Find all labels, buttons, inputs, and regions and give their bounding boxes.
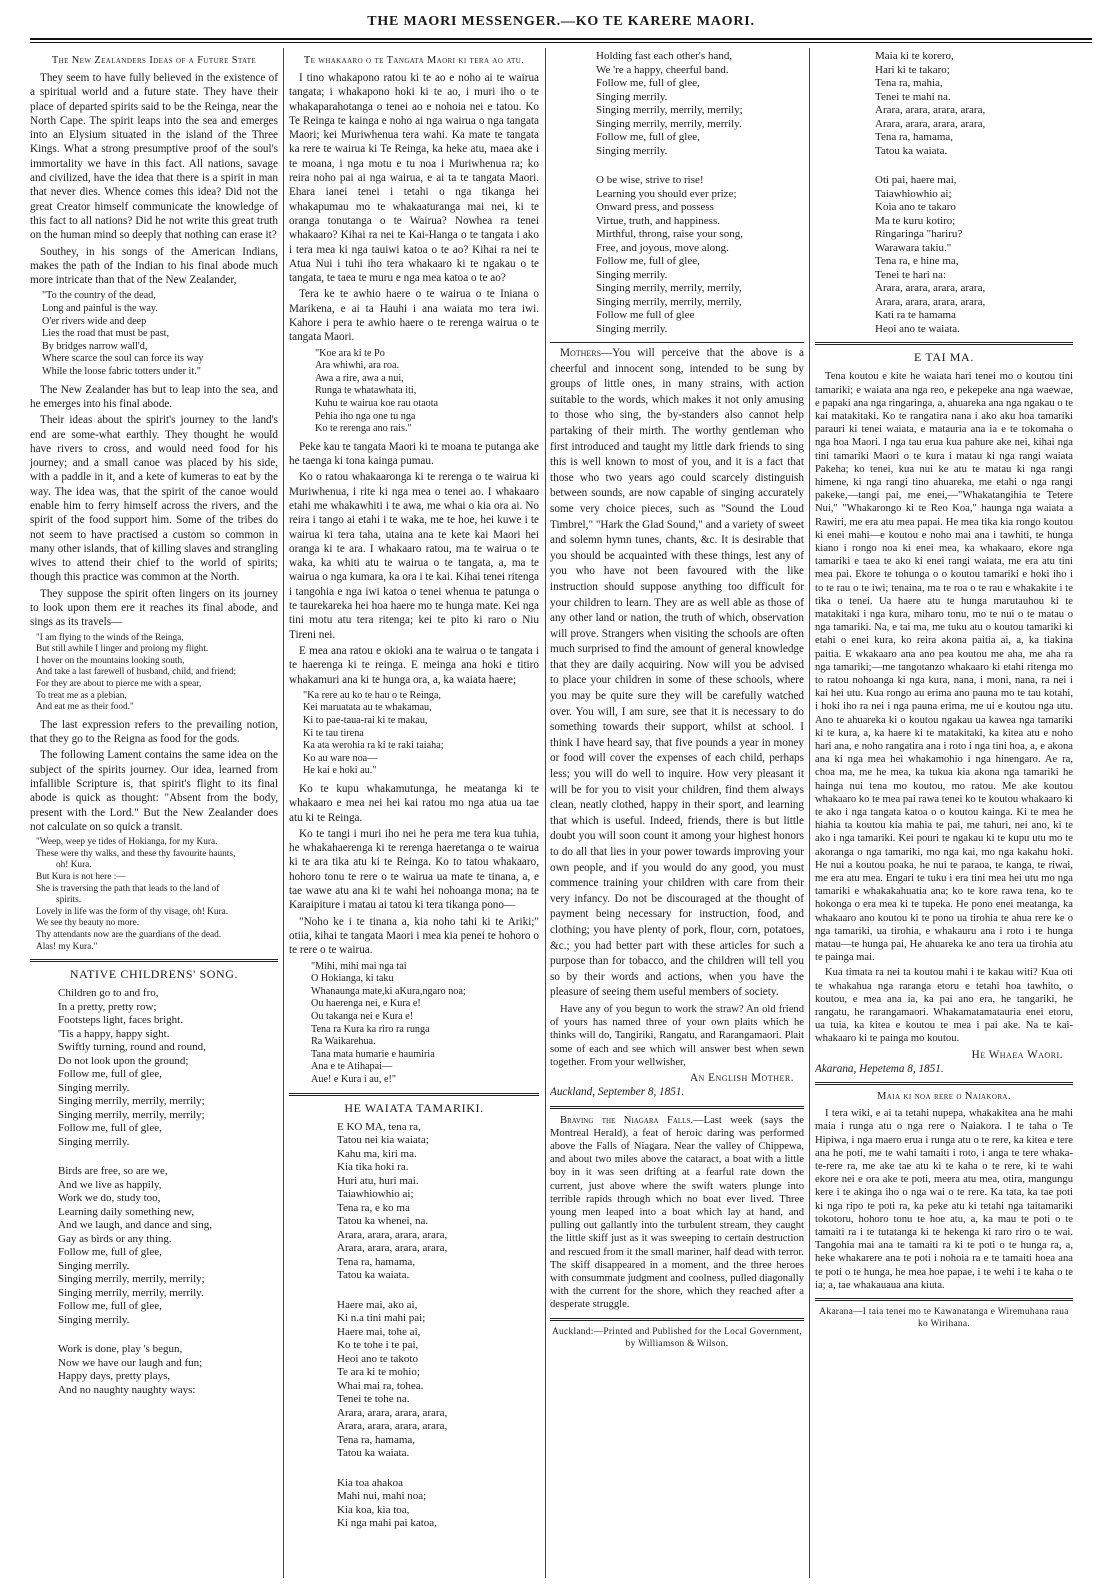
poem-line: "To the country of the dead,	[42, 290, 156, 302]
poem-line: For they are about to pierce me with a spear,	[36, 679, 202, 690]
song-line: Do not look upon the ground;	[58, 1054, 189, 1067]
poem-line: And take a last farewell of husband, child, and friend;	[36, 667, 237, 678]
poem-line: Ara whiwhi, ara roa.	[315, 360, 400, 372]
poem-line: By bridges narrow wall'd,	[42, 340, 148, 352]
song-line: Tenei te mahi na.	[875, 90, 951, 103]
poem-line: "Ka rere au ko te hau o te Reinga,	[303, 689, 441, 701]
section-rule	[815, 1298, 1073, 1302]
song-line: Kahu ma, kiri ma.	[337, 1147, 417, 1160]
song-line: Mirthful, throng, raise your song,	[596, 228, 743, 240]
song-line: Singing merrily, merrily, merrily,	[596, 282, 742, 294]
song-line: Hari ki te takaro;	[875, 63, 950, 76]
poem-line: O Hokianga, ki taku	[311, 973, 394, 985]
poem-line: "Mihi, mihi mai nga tai	[311, 960, 407, 972]
poem-line: Tena ra Kura ka riro ra runga	[311, 1023, 430, 1035]
song-line: Whai mai ra, tohea.	[337, 1379, 424, 1392]
song-line: O be wise, strive to rise!	[596, 174, 704, 186]
news-headline: Maia ki noa rere o Naiakora.	[877, 1091, 1011, 1103]
poem-quote	[303, 690, 539, 778]
song-line: Tatou ka whenei, na.	[337, 1215, 429, 1228]
song-stanza	[58, 1343, 278, 1397]
song-line: Holding fast each other's hand,	[596, 50, 733, 62]
song-line: Footsteps light, faces bright.	[58, 1014, 183, 1027]
song-line: Ringaringa "hariru?	[875, 228, 963, 240]
article-paragraph: Tena koutou e kite he waiata hari tenei mo o koutou tini tamariki; e waiata ana nga reo, e pekepeke ana nga waewae, e papaki ana nga ringaringa, a, ahuareka ana nga ngakau o te kai matakitaki. Ko te rangatira nana i ako aku hoa tamariki parauri ki tenei waiata, e matauria ana ia e te tokomaha o nga hoa Maori. I nga tau erua kua pahure ake nei, kihai nga tini tamariki Maori o te kura i matau ki nga rangi waiata Pakeha; ko tenei, kua nui ke atu te matau ki nga rangi himene, ki nga rangi tino ahuareka, me etahi o nga rangi pakeke,—tangi pai, me enei,—"Whakatangihia te Tetere Nui," "Whakarongo ki te Reo Koa," haunga nga waiata a Rawiri, me era atu mea papai. He mea tika kia rongo koutou ki enei mahi—e koutou e noho mai ana i tawhiti, te hunga kiano i rongo noa ki enei mea, ka whakaaro, ekore nga tamariki e taea te ako ki enei rangi waiata, me era atu tini mea pai. Ekore te tohunga o o koutou tamariki e hoki iho i to te rau o te iwi; tenaina, ma te roa o te rau e whakakite i te tika o tenei. Ua haere atu te hunga marutauhou ki te matakitaki i nga kura, miharo tonu, mo te nui o te matau o nga tamariki. Na, e tai ma, me tuku atu o koutou tamariki ki etahi o enei kura, ko reira akona paitia ai, a, ka tiakina paitia. E wkakaaro ana ano pea koutou me aha, me aha ra nga tamariki;—me tangotanzo whakaaro ki etahi ritenga mo to ratou nohoanga ki nga kura, nana, i moni, nana, ra nei i kai hei utu. Kua rongo au erima ano pauna mo te tau kotahi, i hoki iho ra nei i nga pauna erima, me ui e koutou nga utu. Ano te ahuareka ki o koutou ngakau ua kawea nga tamariki ki te kura, a, ka haere ki te matakitaki, ka kitea atu e noho hari ana, e noho rangatira ana i roto i nga tini hoa, a, e akona ana ki nga mea hei whakamohio i nga hinengaro. Ae ra, choa ma, me he mea, ka tukua kia akona nga tamariki he hainga nui tena mo koutou, mo ratou. Me ake koutou whakaaro ko te mea pai rawa tenei ko te koutou whakaaro ki te ako i nga tangata katoa o o koutou kainga. Ki te mea he hiahia ta koutou kia mahia te pai, me tahuri, nei ano, ki te ako i nga tamariki. Kei pouri te ngakau ki te kupu utu mo te akoranga o nga tamariki, mo nga kai, mo nga kakahu hoki. He nui a koutou poaka, he nui te paraoa, te kanga, te riwai, me era atu mea. Engari te tuku i era tini mea hei utu mo nga tamariki e whakakahuatia ana; ko te kore rawa tena, ko te hokonga o era mea ki te tupeka. He pono enei meatanga, ka whakaaro ano koutou ki te pono ua tirohia te ahua rere ke o nga tamariki, ua tirohia, e whakauru ana i roto i te hunga matau—te hunga pai, He ahuareka ke ano tera ua tirohia atu te painga mai.	[815, 371, 1073, 964]
column-4	[815, 50, 1073, 1580]
poem-line: "Weep, weep ye tides of Hokianga, for my Kura.	[36, 837, 218, 848]
song-line: Singing merrily, merrily, merrily.	[58, 1286, 204, 1299]
poem-line: Ou haerenga nei, e Kura e!	[311, 998, 421, 1010]
song-line: Ki nga mahi pai katoa,	[337, 1517, 437, 1530]
poem-line: Thy attendants now are the guardians of the dead.	[36, 929, 222, 940]
song-line: Follow me full of glee	[596, 309, 695, 321]
poem-line: I hover on the mountains looking south,	[36, 655, 185, 666]
article-paragraph: The New Zealander has but to leap into the sea, and he emerges into his final abode.	[30, 383, 278, 410]
song-line: Follow me, full of glee,	[58, 1300, 162, 1313]
song-line: Tatou ka waiata.	[337, 1447, 410, 1460]
song-line: Tatou nei kia waiata;	[337, 1134, 429, 1147]
song-line: Learning daily something new,	[58, 1205, 195, 1218]
song-line: Children go to and fro,	[58, 987, 159, 1000]
song-line: Virtue, truth, and happiness.	[596, 214, 720, 227]
song-line: Onward press, and possess	[596, 201, 714, 213]
song-line: Ko te tohe i te pai,	[337, 1339, 419, 1352]
article-headline: E TAI MA.	[914, 350, 974, 364]
stanza-gap	[550, 162, 804, 172]
article-paragraph: Ko te kupu whakamutunga, he meatanga ki te whakaaro e mea nei hei kai ratou mo nga atua ua tae atu ki te Reinga.	[289, 783, 539, 824]
poem-line: spirits.	[56, 895, 82, 906]
song-line: Follow me, full of glee,	[596, 131, 700, 143]
poem-line: Pehia iho nga one tu nga	[315, 410, 416, 422]
stanza-gap	[30, 1331, 278, 1341]
section-rule	[815, 1082, 1073, 1086]
article-headline: The New Zealanders Ideas of a Future State	[51, 55, 257, 66]
poem-line: Ou takanga nei e Kura e!	[311, 1010, 414, 1022]
poem-line: She is traversing the path that leads to the land of	[36, 883, 220, 894]
poem-line: He kai e hoki au."	[303, 765, 377, 777]
song-stanza	[337, 1299, 539, 1461]
poem-line: Ka ata werohia ra ki te raki taiaha;	[303, 740, 444, 752]
song-line: Tatou ka waiata.	[337, 1269, 410, 1282]
letter-lead: Mothers	[560, 347, 602, 359]
song-line: Singing merrily.	[596, 144, 668, 157]
song-stanza	[875, 174, 1073, 336]
article-paragraph: Kua timata ra nei ta koutou mahi i te kakau witi? Kua oti te whakahua nga raranga etoru e tetahi hoa tawhito, o koutou, e mea ana ia, ka pai ano era, he tangariki, he rangatu, he rarangamaori. Whakamatamatauria enei etoru, ua tuia, ka kitea e koutou te mea i pai ake. Na te kai-whakaaro ki te painga mo koutou.	[815, 967, 1073, 1045]
song-line: Birds are free, so are we,	[58, 1165, 168, 1178]
song-line: Follow me, full of glee,	[596, 77, 700, 89]
song-line: 'Tis a happy, happy sight.	[58, 1027, 170, 1040]
song-stanza	[337, 1121, 539, 1283]
column-divider	[545, 48, 546, 1578]
article-paragraph: Ko te tangi i muri iho nei he pera me tera kua tuhia, he whakahaerenga ki te rerenga haeretanga o te wairua ki te ara tika atu ki te Reinga. Ko to tatou whakaaro, hohoro tonu te rere o te wairua ua mate te tinana, a, e tae wawe atu ana ki te wahi hei nohoanga mona; na te Karaipiture i matau ai tatou ki tera tikanga pono—	[289, 827, 539, 912]
printer-imprint: Akarana—I taia tenei mo te Kawanatanga e Wiremuhana raua ko Wirihana.	[819, 1307, 1069, 1330]
song-line: Oti pai, haere mai,	[875, 174, 957, 186]
news-paragraph: I tera wiki, e ai ta tetahi nupepa, whakakitea ana he mahi maia i runga atu o nga rere o Naiakora. I te taha o Te Hipiwa, i nga maero erua i runga atu o te rere, ka kitea e tere ana he poti, me te wahi tamaiti i roto, i anga te tere whaka-te-rere ra, me ake tae atu ki te kaha o te rere, ki te wahi ekore nei e ora ake te poti, meera atu mea, otira, mangungu kere i te akinga iho o nga wai o te rere. Ka tata, ka tae poti ki nga ripo te poti ra, ka peke atu ki tetahi nga taitamariki tokotoru, hohoro tonu te hoe atu, a, ka mau te poti o te tamaiti ra i te tutatanga ki te hekenga ki raro riro o te wai. Tangohia mai ana te tamaiti ra ki te poti o te hunga ra, a, heke whakarere ana te poti i nohoia ra e te tamaiti hoea ana te poti o te hunga, he mea hoe papae, i te wehi i te kaha o te ia; a, tae whakauaua ana kiuta.	[815, 1108, 1073, 1291]
song-line: Singing merrily, merrily, merrily.	[596, 117, 742, 130]
poem-line: oh! Kura.	[56, 860, 92, 871]
song-line: Tena ra, e ko ma	[337, 1201, 410, 1214]
column-3	[550, 50, 804, 1580]
song-line: Maia ki te korero,	[875, 50, 954, 62]
printer-imprint: Auckland:—Printed and Published for the Local Government, by Williamson & Wilson.	[551, 1326, 803, 1349]
letter-paragraph	[550, 346, 804, 1001]
song-line: Haere mai, ako ai,	[337, 1298, 418, 1311]
song-line: Taiawhiowhio ai;	[337, 1188, 414, 1201]
song-line: Mahi nui, mahi noa;	[337, 1490, 427, 1503]
song-line: Follow me, full of glee,	[58, 1246, 162, 1259]
song-title: NATIVE CHILDRENS' SONG.	[69, 967, 239, 982]
song-line: Taiawhiowhio ai;	[875, 187, 952, 200]
column-divider	[283, 48, 284, 1578]
article-date: Akarana, Hepetema 8, 1851.	[815, 1062, 944, 1075]
song-line: Follow me, full of glee,	[58, 1068, 162, 1081]
song-line: E KO MA, tena ra,	[337, 1120, 421, 1133]
song-line: Gay as birds or any thing.	[58, 1232, 172, 1245]
poem-line: These were thy walks, and these thy favourite haunts,	[36, 848, 236, 859]
song-line: Tena ra, hamama,	[875, 131, 954, 143]
song-stanza	[58, 987, 278, 1149]
song-stanza	[58, 1165, 278, 1327]
poem-line: Ki to pae-taua-rai ki te makau,	[303, 715, 428, 727]
poem-line: Whanaunga mate,ki aKura,ngaro noa;	[311, 985, 466, 997]
poem-line: Lovely in life was the form of thy visage, oh! Kura.	[36, 906, 229, 917]
section-rule	[550, 1106, 804, 1110]
poem-line: Ki te tau tirena	[303, 727, 364, 739]
poem-line: Kuhu te wairua koe rau otaota	[315, 398, 439, 410]
poem-quote	[311, 961, 539, 1087]
poem-line: We see thy beauty no more.	[36, 918, 140, 929]
column-2	[289, 50, 539, 1580]
masthead-rule	[30, 38, 1092, 43]
poem-line: "Koe ara ki te Po	[315, 347, 385, 359]
song-line: Warawara takiu."	[875, 241, 952, 254]
poem-line: Awa a rire, awa a nui,	[315, 372, 404, 384]
poem-quote	[36, 633, 278, 714]
song-line: Heoi ano te waiata.	[875, 322, 960, 335]
song-line: Happy days, pretty plays,	[58, 1370, 171, 1383]
stanza-gap	[289, 1287, 539, 1297]
song-line: Arara, arara, arara, arara,	[337, 1420, 448, 1433]
poem-line: But still awhile I linger and prolong my flight.	[36, 644, 209, 655]
song-line: Tena ra, mahia,	[875, 77, 943, 89]
poem-line: Long and painful is the way.	[42, 303, 158, 315]
song-line: Tenei te hari na:	[875, 268, 947, 281]
poem-line: To treat me as a plebian,	[36, 690, 127, 701]
poem-quote	[42, 290, 278, 378]
song-line: Koia ano te takaro	[875, 201, 956, 213]
letter-body: —You will perceive that the above is a cheerful and innocent song, intended to be sung by groups of little ones, in many strains, with action suitable to the words, which makes it not only amusing to those who sing, the by-standers also cannot help partaking of their mirth. The worthy gentleman who first introduced and taught my little dark friends to sing this is well known to most of you, and it is a fact that those who two years ago could scarcely distinguish between sounds, are now capable of singing accurately some very choice pieces, such as "Sound the Loud Timbrel," "Hark the Glad Sound," and a variety of sweet and solemn hymn tunes, chants, &c. It is desirable that you should be acquainted with these things, lest any of you who have not been favoured with the like instruction should suppose anything too difficult for your children to learn. They are as well able as those of any other land or nation, the truth of which, observation will prove. Strangers when visiting the schools are often much surprised to find the amount of general knowledge that they are daily acquiring. Now will you be advised to place your children in some of these schools, where you may be quite sure they will be carefully watched over. You will, I am sure, see that it is necessary to do something towards their support, whilst at school. I think I have heard say, that five pounds a year in money or food will cover the expenses of each child, perhaps less; you will do well to inquire. How very pleasant it will be for you to visit your children, find them always clean, neatly clothed, happy in their sport, and learning that which is useful. Indeed, friends, there is but little doubt you will soon count it among your highest honors to do all that lies in your power towards improving your own people, and if you would do any good, you must commence training your children with care from their very infancy. Do not be discouraged at the thought of payment being necessary for instruction, food, and clothing; you have plenty of pork, flour, corn, potatoes, &c.; you had better part with these articles for such a purpose than for tobacco, and the children will tell you so by their words and actions, when you have the pleasure of seeing them useful members of society.	[550, 347, 804, 999]
poem-line: Tana mata humarie e haumiria	[311, 1048, 435, 1060]
stanza-gap	[289, 1465, 539, 1475]
song-line: Work we do, study too,	[58, 1192, 161, 1205]
song-line: Singing merrily, merrily, merrily;	[596, 104, 743, 116]
song-line: Arara, arara, arara, arara,	[875, 295, 986, 308]
poem-line: Lies the road that must be past,	[42, 328, 170, 340]
poem-line: Alas! my Kura."	[36, 941, 98, 952]
article-paragraph: Their ideas about the spirit's journey to the land's end are some-what earthly. They thought he would have rivers to cross, and would need food for his journey; and a small canoe was placed by his side, with a paddle in it, and a kete of kumeras to eat by the way. The idea was, that the spirit of the canoe would enable him to ferry himself across the rivers, and the spirit of the food support him. Some of the tribes do not seem to have practised a custom so common in many other islands, that of killing slaves and strangling wives to attend their chief to the world of spirits; though this practice was common at the North.	[30, 414, 278, 584]
song-line: Follow me, full of glee,	[596, 255, 700, 267]
poem-line: O'er rivers wide and deep	[42, 315, 147, 327]
song-line: Singing merrily.	[58, 1259, 130, 1272]
column-1	[30, 50, 278, 1580]
article-paragraph: "Noho ke i te tinana a, kia noho tahi ki te Ariki;" otiia, kihai te tangata Maori i mea kia penei te hohoro o te rere o te wairua.	[289, 915, 539, 957]
song-line: Arara, arara, arara, arara,	[875, 282, 986, 294]
song-line: Learning you should ever prize;	[596, 187, 737, 200]
song-line: Singing merrily, merrily, merrily,	[596, 295, 742, 308]
song-line: Singing merrily, merrily, merrily;	[58, 1273, 205, 1286]
poem-quote	[36, 837, 278, 953]
poem-line: Ana e te Atihapai—	[311, 1061, 393, 1073]
article-paragraph: Peke kau te tangata Maori ki te moana te putanga ake he taenga ki tona kainga pumau.	[289, 440, 539, 468]
song-stanza	[596, 50, 804, 158]
song-line: Arara, arara, arara, arara,	[875, 104, 986, 116]
song-line: Ma te kuru kotiro;	[875, 214, 956, 227]
song-line: And we live as happily,	[58, 1178, 162, 1191]
news-paragraph	[550, 1114, 804, 1312]
song-line: Haere mai, tohe ai,	[337, 1325, 421, 1338]
song-line: Arara, arara, arara, arara,	[337, 1406, 448, 1419]
masthead-title: THE MAORI MESSENGER.—KO TE KARERE MAORI.	[367, 14, 755, 29]
poem-line: "I am flying to the winds of the Reinga,	[36, 632, 184, 643]
article-paragraph: They seem to have fully believed in the existence of a spiritual world and a future state. They have their place of departed spirits said to be the Reinga, near the North Cape. The spirit leaps into the sea and emerges into an Elysium situated in the island of the Three Kings. What a strong presumptive proof of the soul's immortality we have in this fact. All nations, savage and civilized, have the idea that there is a spirit in man that never dies. Whence comes this idea? Did not the great Creator himself communicate the knowledge of this fact to all nations? Did he not write this great truth on the human mind so deeply that nothing can erase it?	[30, 72, 278, 242]
section-rule	[550, 342, 804, 343]
song-line: Te ara ki te mohio;	[337, 1366, 420, 1379]
poem-line: Where scarce the soul can force its way	[42, 353, 204, 365]
article-paragraph: Tera ke te awhio haere o te wairua o te Iniana o Marikena, e ai ta Hauhi i ana waiata mo tera iwi. Kahore i pera te awhio haere o te rerenga wairua o te tangata Maori.	[289, 288, 539, 344]
letter-paragraph: Have any of you begun to work the straw? An old friend of yours has named three of your own plaits which he thinks will do, Tangiriki, Rangatu, and Rarangamaori. Plait some of each and see which will answer best when sewn together. From your wellwisher,	[550, 1003, 804, 1068]
song-line: Tena ra, hamama,	[337, 1255, 416, 1268]
song-line: Ki n.a tini mahi pai;	[337, 1312, 426, 1325]
song-line: And no naughty naughty ways:	[58, 1383, 196, 1396]
news-headline: Braving the Niagara Falls.	[560, 1114, 693, 1126]
poem-line: Kei maruatata au te whakamau,	[303, 702, 432, 714]
song-line: Arara, arara, arara, arara,	[337, 1228, 448, 1241]
article-paragraph: The following Lament contains the same idea on the subject of the spirits journey. Our idea, learned from infallible Scripture is, that spirit's flight to its final abode is quick as thought: "Absent from the body, present with the Lord." But the New Zealander does not calculate on so quick a transit.	[30, 749, 278, 833]
poem-line: And eat me as their food."	[36, 702, 134, 713]
song-line: Now we have our laugh and fun;	[58, 1356, 203, 1369]
poem-quote	[315, 348, 539, 436]
song-line: Kia toa ahakoa	[337, 1476, 403, 1489]
song-line: Tenei te tohe na.	[337, 1393, 410, 1406]
stanza-gap	[815, 162, 1073, 172]
song-line: Singing merrily.	[58, 1313, 130, 1326]
song-line: Free, and joyous, move along.	[596, 241, 729, 254]
article-paragraph: I tino whakapono ratou ki te ao e noho ai te wairua tangata; i whakapono hoki ki te ao, i muri iho o te whakaparahotanga o tenei ao e nohoia nei e tatou. Ko Te Reinga te kainga e noho ai nga wairua o nga tangata Maori; kei Muriwhenua tera wahi. Ka mate te tangata ka rere te wairua ki Te Reinga, ka heke atu, maea ake i te moana, i nga motu e tu noa i Muriwhenua ra; ko reira noho pai ai nga wairua, e ai ta te tangata Maori. Ehara ianei tenei i tetahi o nga tikanga hei whakapumau mo te whakaaturanga mai nei, ki te oranga tonutanga o te Wairua? Nowhea ra tenei whakaaro? Kihai ra nei te Kai-Hanga o te tangata i ako i tera mea ki nga tauiwi katoa o te ao? Kihai ra nei te Atua Nui i tuhi iho tera whakaaro ki te ngakau o te tangata, te taea te muru e nga mea katoa o te ao?	[289, 72, 539, 285]
song-stanza	[875, 50, 1073, 158]
poem-line: Ko te rerenga ano rais."	[315, 423, 412, 435]
song-line: Kati ra te hamama	[875, 309, 956, 321]
article-paragraph: The last expression refers to the prevailing notion, that they go to the Reigna as food for the gods.	[30, 718, 278, 746]
song-line: Arara, arara, arara, arara,	[875, 117, 986, 130]
song-line: Singing merrily.	[596, 322, 668, 335]
poem-line: Runga te whatawhata iti,	[315, 385, 417, 397]
song-line: In a pretty, pretty row;	[58, 1000, 157, 1013]
song-line: And we laugh, and dance and sing,	[58, 1219, 212, 1232]
column-divider	[809, 48, 810, 1578]
section-rule	[30, 959, 278, 963]
article-paragraph: Ko o ratou whakaaronga ki te rerenga o te wairua ki Muriwhenua, i rite ki nga mea o tenei ao. I whakaaro etahi me whakawhiti i te awa, me whai o kia ora ai. No reira i tango ai etahi i te waka, me te hoe, hei kuwe i te wairua ki tera taha, utaina ana te kete kai Maori hei oranga ki te ara. I whakaaro ratou, ma te wairua o te waka, ka whiti atu te wairua o te tangata, a, ma te wairua o nga kumara, ka ora i te kai. Kihai tenei ritenga i tangohia e nga iwi katoa o tenei whenua te patunga o te taurekareka hei hoa haere mo te hunga mate. Kei nga tini motu atu tera ritenga; kei te pito ki raro o Niu Tireni nei.	[289, 471, 539, 641]
song-line: Singing merrily.	[58, 1135, 130, 1148]
section-rule	[289, 1093, 539, 1097]
article-paragraph: E mea ana ratou e okioki ana te wairua o te tangata i te haerenga ki te reinga. E meinga ana hoki e titiro whakamuri ana ki te hunga ora, a, ka waiata haere;	[289, 644, 539, 686]
song-line: Singing merrily.	[596, 268, 668, 281]
song-stanza	[596, 174, 804, 336]
poem-line: While the loose fabric totters under it."	[42, 366, 201, 378]
poem-line: But Kura is not here :—	[36, 871, 126, 882]
song-line: Heoi ano te takoto	[337, 1352, 418, 1365]
song-line: Tena ra, hamama,	[337, 1433, 416, 1446]
article-paragraph: They suppose the spirit often lingers on its journey to look upon them ere it reaches its final abode, and sings as its travels—	[30, 587, 278, 629]
article-paragraph: Southey, in his songs of the American Indians, makes the path of the Indian to his final abode much more intricate than that of the New Zealander,	[30, 245, 278, 287]
song-line: Swiftly turning, round and round,	[58, 1041, 206, 1054]
song-line: Singing merrily, merrily, merrily;	[58, 1095, 205, 1108]
article-signature: He Whaea Waori.	[971, 1048, 1063, 1061]
song-line: Huri atu, huri mai.	[337, 1174, 419, 1187]
song-line: Follow me, full of glee,	[58, 1122, 162, 1135]
stanza-gap	[30, 1153, 278, 1163]
song-line: Singing merrily, merrily, merrily;	[58, 1108, 205, 1121]
song-line: Work is done, play 's begun,	[58, 1343, 183, 1356]
poem-line: Ko au ware noa—	[303, 752, 378, 764]
letter-date: Auckland, September 8, 1851.	[550, 1086, 685, 1099]
song-line: Tatou ka waiata.	[875, 144, 948, 157]
song-line: Singing merrily.	[596, 90, 668, 103]
poem-line: Aue! e Kura i au, e!"	[311, 1073, 397, 1085]
article-headline: Te whakaaro o te Tangata Maori ki tera ao atu.	[303, 55, 525, 66]
song-line: Kia tika hoki ra.	[337, 1161, 409, 1174]
song-line: Singing merrily.	[58, 1081, 130, 1094]
letter-signature: An English Mother.	[689, 1071, 794, 1084]
song-stanza	[337, 1477, 539, 1531]
section-rule	[550, 1318, 804, 1322]
poem-line: Ra Waikarehua.	[311, 1036, 376, 1048]
song-line: Arara, arara, arara, arara,	[337, 1242, 448, 1255]
song-line: Tena ra, e hine ma,	[875, 255, 959, 267]
song-line: We 're a happy, cheerful band.	[596, 63, 729, 76]
song-title: HE WAIATA TAMARIKI.	[344, 1100, 484, 1115]
section-rule	[815, 342, 1073, 346]
song-line: Kia koa, kia toa,	[337, 1503, 410, 1516]
news-body: —Last week (says the Montreal Herald), a feat of heroic daring was performed above the Falls of Niagara. Near the valley of Chippewa, and about two miles above the cataract, a boat with a little boy in it was seen drifting at a fearful rate down the current, just above where the swift waters plunge into terrible rapids through which no boat ever lived. Three young men leaped into a boat which lay at hand, and pulling out gallantly into the turbulent stream, they caught the little skiff just as it was sweeping to certain destruction and rescued from it the small mariner, half dead with terror. The skiff disappeared in a moment, and the three heroes with consummate judgment and coolness, pulled diagonally with the current for the shore, which they reached after a desperate struggle.	[550, 1114, 804, 1311]
